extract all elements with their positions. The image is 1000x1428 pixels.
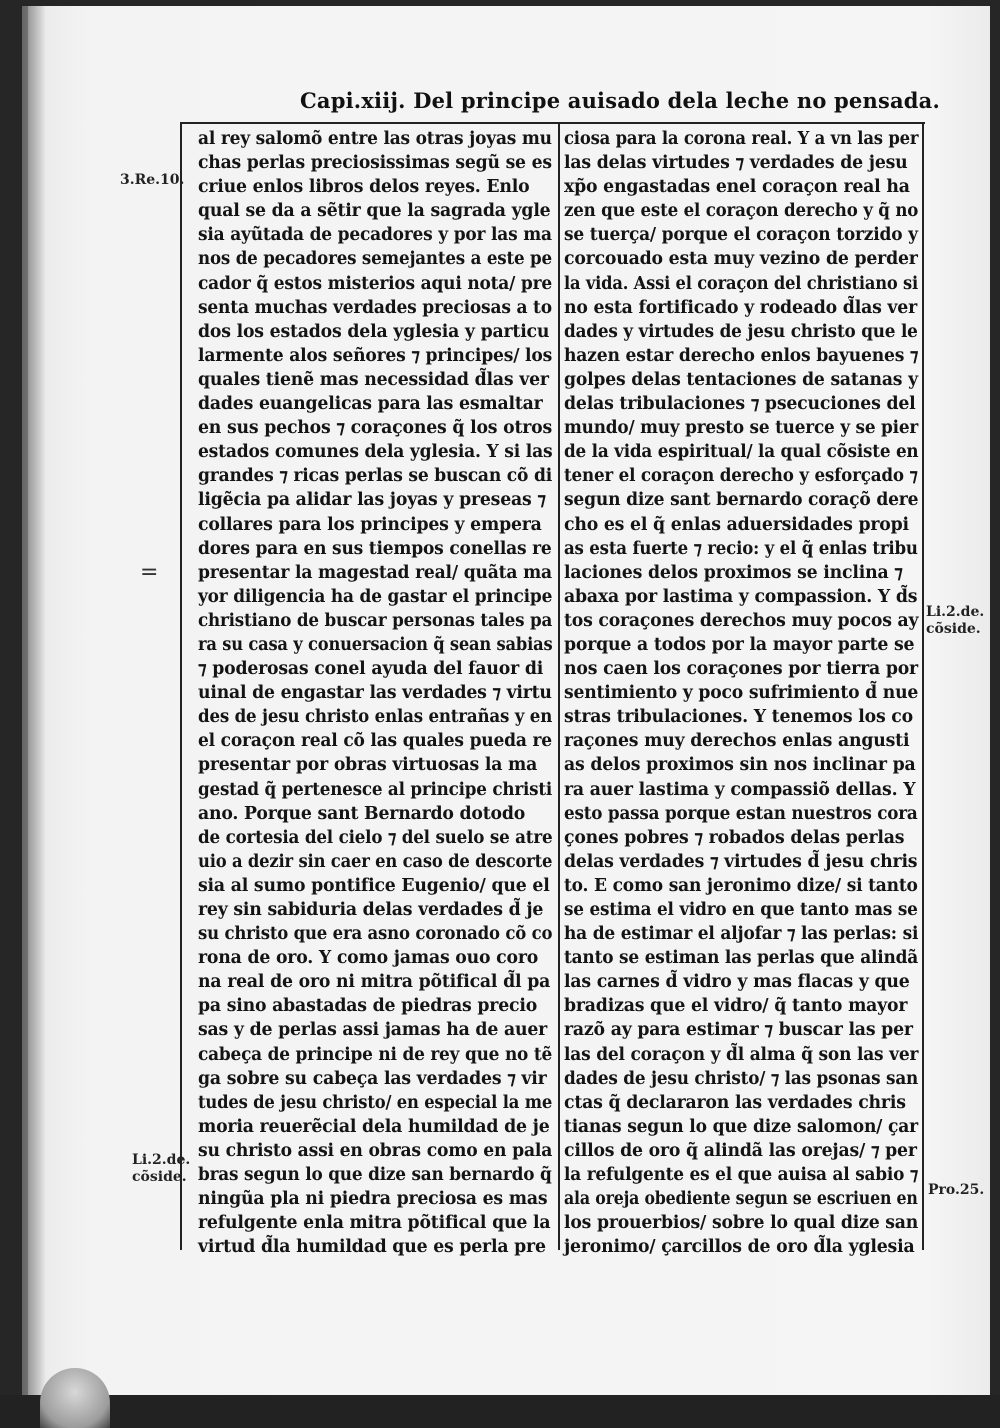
text-line: ligẽcia pa alidar las joyas y preseas ⁊ [198, 490, 546, 511]
text-line: grandes ⁊ ricas perlas se buscan cõ di [198, 466, 553, 487]
text-line: su christo que era asno coronado cõ co [198, 924, 553, 945]
text-line: cador q̃ estos misterios aqui nota/ pre [198, 273, 552, 294]
background-edge [0, 1395, 1000, 1428]
text-line: las delas virtudes ⁊ verdades de jesu [564, 153, 908, 174]
text-line: christiano de buscar personas tales pa [198, 610, 553, 631]
right-text-column [564, 127, 920, 1259]
text-line: pa sino abastadas de piedras precio [198, 996, 538, 1017]
text-line: tianas segun lo que dize salomon/ çar [564, 1116, 918, 1137]
text-line: laciones delos proximos se inclina ⁊ [564, 562, 903, 583]
text-line: bras segun lo que dize san bernardo q̃ [198, 1165, 552, 1186]
margin-note-reference: 3.Re.10. [120, 172, 185, 188]
margin-mark: = [140, 560, 159, 585]
right-column-rule [922, 122, 924, 1250]
text-line: dades de jesu christo/ ⁊ las psonas san [564, 1068, 919, 1089]
text-line: ctas q̃ declararon las verdades chris [564, 1092, 906, 1113]
text-line: delas verdades ⁊ virtudes d̃ jesu chris [564, 851, 918, 872]
text-line: qual se da a sẽtir que la sagrada ygle [198, 201, 551, 222]
text-line: tener el coraçon derecho y esforçado ⁊ [564, 466, 918, 487]
text-line: criue enlos libros delos reyes. Enlo [198, 177, 530, 198]
text-line: ningũa pla ni piedra preciosa es mas [198, 1189, 548, 1210]
left-text-column [198, 127, 554, 1259]
text-line: de cortesia del cielo ⁊ del suelo se atre [198, 827, 553, 848]
text-line: to. E como san jeronimo dize/ si tanto [564, 875, 918, 896]
text-line: stras tribulaciones. Y tenemos los co [564, 707, 913, 728]
text-line: bradizas que el vidro/ q̃ tanto mayor [564, 996, 908, 1017]
text-line: las del coraçon y d̃l alma q̃ son las ver [564, 1044, 919, 1065]
text-line: virtud d̃la humildad que es perla pre [198, 1237, 546, 1258]
text-line: uio a dezir sin caer en caso de descorte [198, 851, 553, 872]
text-line: uinal de engastar las verdades ⁊ virtu [198, 683, 552, 704]
text-line: ano. Porque sant Bernardo dotodo [198, 803, 526, 824]
text-line: estados comunes dela yglesia. Y si las [198, 442, 553, 463]
text-line: ga sobre su cabeça las verdades ⁊ vir [198, 1068, 547, 1089]
text-line: las carnes d̃ vidro y mas flacas y que [564, 972, 910, 993]
text-line: abaxa por lastima y compassion. Y d̃s [564, 586, 918, 607]
text-line: el coraçon real cõ las quales pueda re [198, 731, 552, 752]
text-line: collares para los principes y empera [198, 514, 542, 535]
text-line: razõ ay para estimar ⁊ buscar las per [564, 1020, 913, 1041]
text-line: segun dize sant bernardo coraçõ dere [564, 490, 919, 511]
text-line: senta muchas verdades preciosas a to [198, 297, 552, 318]
text-line: hazen estar derecho enlos bayuenes ⁊ [564, 345, 919, 366]
text-line: raçones muy derechos enlas angusti [564, 731, 910, 752]
text-line: la refulgente es el que auisa al sabio ⁊ [564, 1165, 919, 1186]
text-line: refulgente enla mitra põtifical que la [198, 1213, 551, 1234]
text-line: ciosa para la corona real. Y a vn las per [564, 129, 919, 149]
gutter-shadow [22, 6, 46, 1416]
text-line: ala oreja obediente segun se escriuen en [564, 1189, 918, 1210]
text-line: de la vida espiritual/ la qual cõsiste en [564, 442, 919, 463]
text-line: as delos proximos sin nos inclinar pa [564, 755, 916, 776]
text-line: cabeça de principe ni de rey que no tẽ [198, 1044, 553, 1065]
text-line: sia ayũtada de pecadores y por las ma [198, 225, 552, 246]
text-line: yor diligencia ha de gastar el principe [198, 586, 553, 607]
text-line: ⁊ poderosas conel ayuda del fauor di [198, 659, 544, 680]
text-line: çones pobres ⁊ robados delas perlas [564, 827, 905, 848]
text-line: cho es el q̃ enlas aduersidades propi [564, 514, 909, 535]
left-column-rule [180, 122, 182, 1250]
text-line: as esta fuerte ⁊ recio: y el q̃ enlas tribu [564, 538, 918, 559]
text-line: larmente alos señores ⁊ principes/ los [198, 345, 553, 366]
text-line: mundo/ muy presto se tuerce y se pier [564, 418, 919, 439]
text-line: dos los estados dela yglesia y particu [198, 321, 550, 342]
margin-note-reference: Pro.25. [928, 1182, 985, 1198]
text-line: ra auer lastima y compassiõ dellas. Y [564, 779, 916, 800]
text-line: golpes delas tentaciones de satanas y [564, 369, 918, 390]
text-line: cillos de oro q̃ alindã las orejas/ ⁊ per [564, 1140, 917, 1161]
text-line: nos caen los coraçones por tierra por [564, 659, 918, 680]
text-line: presentar por obras virtuosas la ma [198, 755, 538, 776]
text-line: sia al sumo pontifice Eugenio/ que el [198, 875, 550, 896]
text-line: ha de estimar el aljofar ⁊ las perlas: si [564, 924, 919, 945]
text-line: corcouado esta muy vezino de perder [564, 249, 918, 270]
text-line: no esta fortificado y rodeado d̃las ver [564, 297, 918, 318]
middle-column-rule [558, 122, 560, 1250]
text-line: des de jesu christo enlas entrañas y en [198, 707, 553, 728]
text-line: tanto se estiman las perlas que alindã [564, 948, 919, 969]
text-line: jeronimo/ çarcillos de oro d̃la yglesia [564, 1237, 915, 1258]
margin-note-reference: Li.2.de. cõside. [926, 604, 985, 637]
text-line: al rey salomõ entre las otras joyas mu [198, 129, 552, 149]
text-line: moria reuerẽcial dela humildad de je [198, 1116, 550, 1137]
text-line: se estima el vidro en que tanto mas se [564, 900, 918, 920]
text-line: na real de oro ni mitra põtifical d̃l pa [198, 972, 551, 993]
text-line: rona de oro. Y como jamas ouo coro [198, 948, 539, 969]
text-line: ra su casa y conuersacion q̃ sean sabias [198, 634, 553, 655]
running-header: Capi.xiij. Del principe auisado dela leche no pensada. [300, 88, 940, 113]
top-rule [180, 122, 925, 124]
text-line: tudes de jesu christo/ en especial la me [198, 1092, 553, 1113]
text-line: delas tribulaciones ⁊ psecuciones del [564, 394, 916, 415]
text-line: dores para en sus tiempos conellas re [198, 538, 552, 559]
text-line: presentar la magestad real/ quãta ma [198, 562, 552, 583]
text-line: rey sin sabiduria delas verdades d̃ je [198, 900, 544, 920]
text-line: esto passa porque estan nuestros cora [564, 803, 918, 824]
text-line: sentimiento y poco sufrimiento d̃ nue [564, 683, 919, 704]
text-line: xp̃o engastadas enel coraçon real ha [564, 177, 910, 198]
text-line: gestad q̃ pertenesce al principe christi [198, 779, 553, 800]
text-line: tos coraçones derechos muy pocos ay [564, 610, 919, 631]
text-line: dades euangelicas para las esmaltar [198, 394, 543, 415]
text-line: la vida. Assi el coraçon del christiano si [564, 273, 919, 294]
text-line: chas perlas preciosissimas segũ se es [198, 153, 552, 174]
text-line: zen que este el coraçon derecho y q̃ no [564, 201, 919, 222]
text-line: en sus pechos ⁊ coraçones q̃ los otros [198, 418, 553, 439]
text-line: se tuerça/ porque el coraçon torzido y [564, 225, 918, 246]
text-line: sas y de perlas assi jamas ha de auer [198, 1020, 548, 1041]
text-line: dades y virtudes de jesu christo que le [564, 321, 918, 342]
text-line: porque a todos por la mayor parte se [564, 634, 915, 655]
margin-note-reference: Li.2.de. cõside. [132, 1152, 191, 1185]
text-line: su christo assi en obras como en pala [198, 1140, 553, 1161]
text-line: quales tienẽ mas necessidad d̃las ver [198, 369, 549, 390]
text-line: los prouerbios/ sobre lo qual dize san [564, 1213, 919, 1234]
text-line: nos de pecadores semejantes a este pe [198, 249, 552, 270]
